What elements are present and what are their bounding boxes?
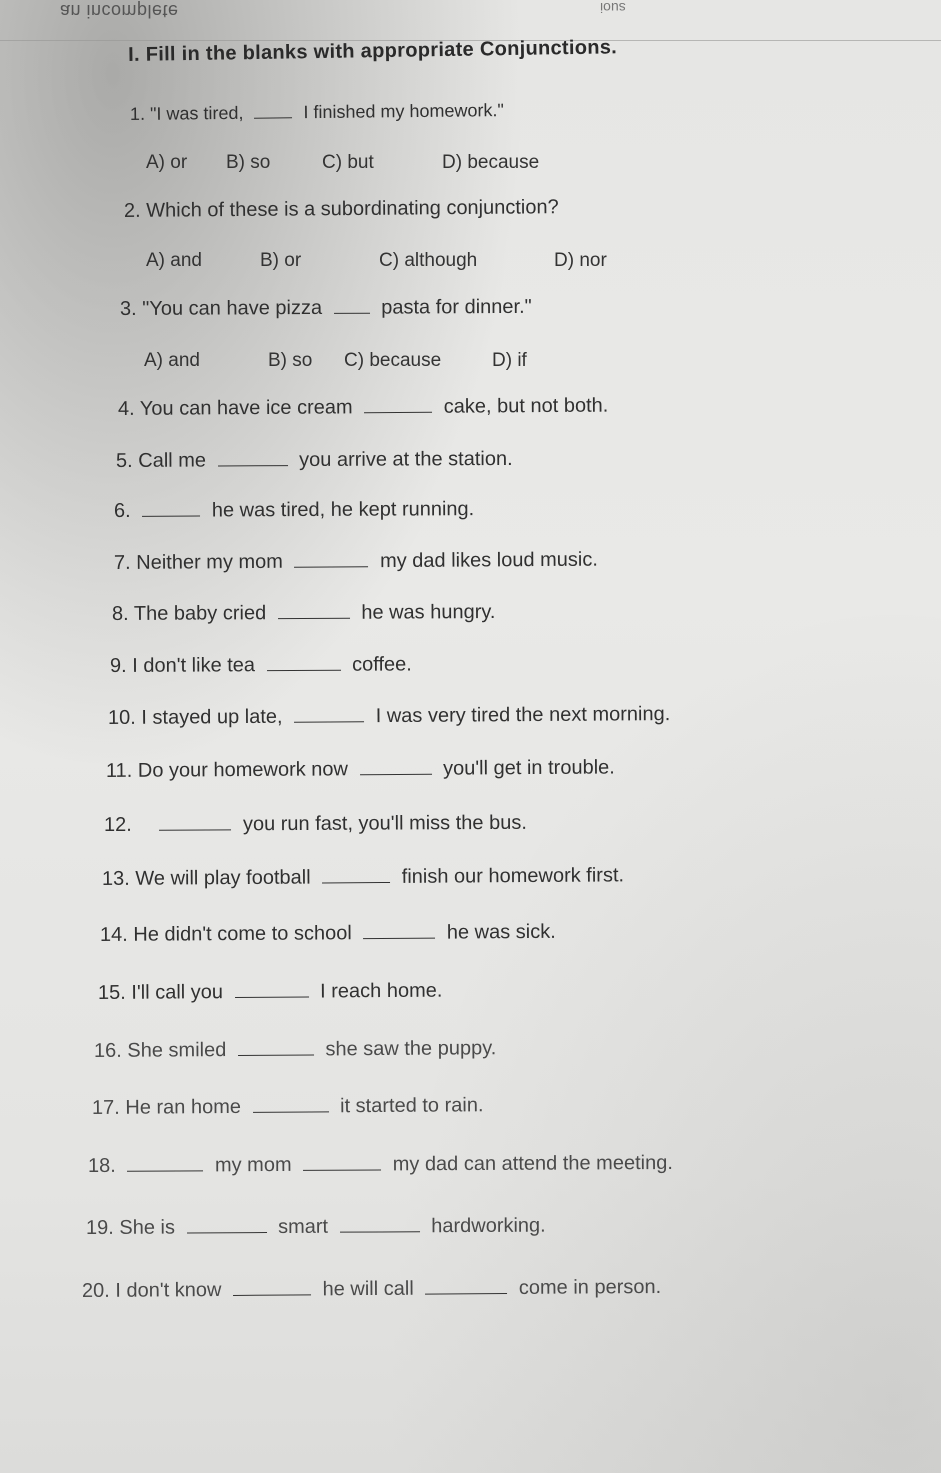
option-a[interactable]: A) or [146, 152, 188, 173]
question-13: 13. We will play football finish our homework first. [101, 864, 625, 890]
option-b[interactable]: B) so [268, 350, 313, 371]
answer-blank[interactable] [187, 1231, 267, 1233]
option-b[interactable]: B) so [226, 152, 271, 173]
answer-blank[interactable] [322, 881, 390, 883]
answer-blank[interactable] [233, 1293, 311, 1296]
option-d[interactable]: D) if [492, 350, 527, 371]
question-20: 20. I don't know he will call come in person. [81, 1275, 662, 1302]
question-7: 7. Neither my mom my dad likes loud music. [113, 548, 598, 574]
answer-blank[interactable] [218, 464, 288, 466]
question-15: 15. I'll call you I reach home. [97, 979, 443, 1004]
answer-blank[interactable] [235, 996, 309, 999]
answer-blank[interactable] [267, 669, 341, 671]
section-heading: I. Fill in the blanks with appropriate Conjunctions. [128, 36, 618, 66]
question-1: 1. "I was tired, I finished my homework." [129, 100, 504, 124]
question-3: 3. "You can have pizza pasta for dinner." [119, 295, 532, 320]
answer-blank[interactable] [303, 1168, 381, 1170]
answer-blank[interactable] [159, 828, 231, 830]
answer-blank[interactable] [294, 720, 364, 722]
answer-blank[interactable] [334, 312, 370, 314]
option-c[interactable]: C) because [344, 350, 442, 371]
option-c[interactable]: C) although [379, 250, 478, 271]
question-8: 8. The baby cried he was hungry. [111, 600, 496, 625]
mirrored-bleed-text: an incomplete [60, 1, 179, 21]
question-19: 19. She is smart hardworking. [85, 1214, 546, 1239]
question-2: 2. Which of these is a subordinating conjunction? [123, 196, 559, 222]
answer-blank[interactable] [360, 773, 432, 776]
question-11: 11. Do your homework now you'll get in trouble. [105, 756, 615, 782]
answer-blank[interactable] [364, 411, 432, 413]
question-9: 9. I don't like tea coffee. [109, 653, 412, 677]
question-6: 6. he was tired, he kept running. [113, 498, 475, 522]
answer-blank[interactable] [254, 116, 292, 118]
answer-blank[interactable] [253, 1110, 329, 1113]
answer-blank[interactable] [425, 1292, 507, 1295]
answer-blank[interactable] [340, 1230, 420, 1232]
answer-blank[interactable] [142, 515, 200, 517]
answer-blank[interactable] [278, 617, 350, 619]
option-a[interactable]: A) and [144, 350, 200, 371]
question-17: 17. He ran home it started to rain. [91, 1094, 484, 1119]
question-16: 16. She smiled she saw the puppy. [93, 1037, 497, 1062]
question-12: 12. you run fast, you'll miss the bus. [103, 811, 527, 836]
answer-blank[interactable] [127, 1169, 203, 1171]
question-10: 10. I stayed up late, I was very tired the next morning. [107, 703, 671, 729]
bleed-fragment: suoi [600, 0, 626, 16]
question-14: 14. He didn't come to school he was sick. [99, 920, 556, 946]
answer-blank[interactable] [238, 1053, 314, 1056]
question-4: 4. You can have ice cream cake, but not both. [117, 394, 609, 420]
option-d[interactable]: D) because [442, 152, 540, 173]
answer-blank[interactable] [295, 565, 369, 568]
answer-blank[interactable] [363, 937, 435, 940]
question-18: 18. my mom my dad can attend the meeting. [87, 1151, 673, 1177]
option-c[interactable]: C) but [322, 152, 374, 173]
option-a[interactable]: A) and [146, 250, 202, 271]
option-d[interactable]: D) nor [554, 250, 607, 271]
question-5: 5. Call me you arrive at the station. [115, 447, 513, 472]
option-b[interactable]: B) or [260, 250, 302, 271]
